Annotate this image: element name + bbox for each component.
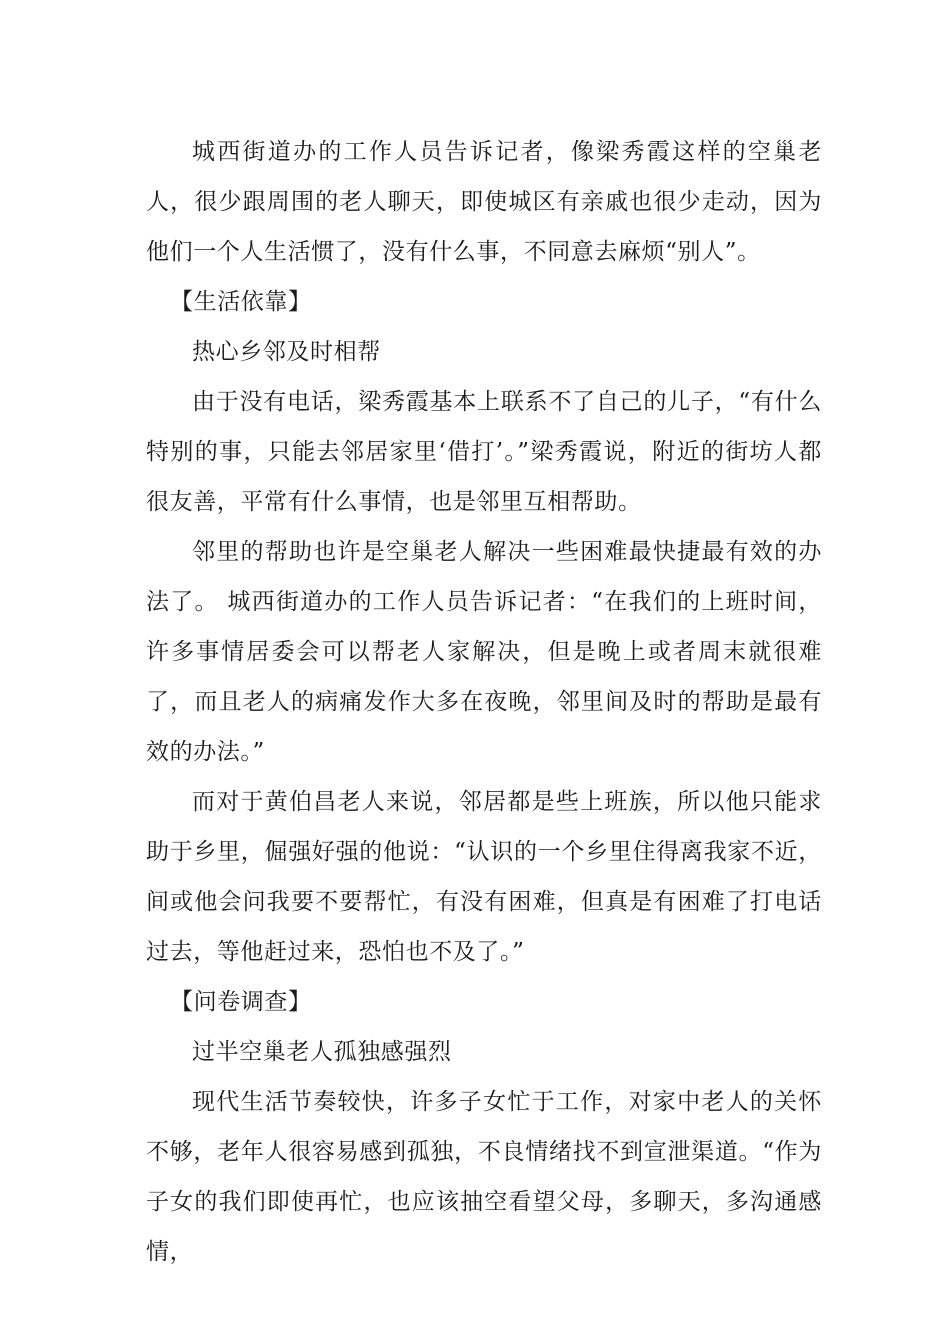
subheading-loneliness: 过半空巢老人孤独感强烈 xyxy=(192,1039,452,1065)
paragraph-no-phone: 由于没有电话，梁秀霞基本上联系不了自己的儿子，“有什么特别的事，只能去邻居家里‘借打’。”梁秀霞说，附近的街坊人都很友善，平常有什么事情，也是邻里互相帮助。 xyxy=(146,389,822,515)
section-heading-life-support: 【生活依靠】 xyxy=(170,289,312,315)
paragraph-modern-life: 现代生活节奏较快，许多子女忙于工作，对家中老人的关怀不够，老年人很容易感到孤独，不良情绪找不到宣泄渠道。“作为子女的我们即使再忙，也应该抽空看望父母，多聊天，多沟通感情， xyxy=(146,1089,822,1265)
paragraph-street-office: 城西街道办的工作人员告诉记者，像梁秀霞这样的空巢老人，很少跟周围的老人聊天，即使城区有亲戚也很少走动，因为他们一个人生活惯了，没有什么事，不同意去麻烦“别人”。 xyxy=(146,139,822,265)
section-heading-survey: 【问卷调查】 xyxy=(170,989,312,1015)
article-body xyxy=(146,127,822,1277)
paragraph-huang-bochang: 而对于黄伯昌老人来说，邻居都是些上班族，所以他只能求助于乡里，倔强好强的他说：“认识的一个乡里住得离我家不近，间或他会问我要不要帮忙，有没有困难，但真是有困难了打电话过去，等他赶过来，恐怕也不及了。” xyxy=(146,789,822,965)
subheading-neighbors-help: 热心乡邻及时相帮 xyxy=(192,339,381,365)
paragraph-neighbor-help: 邻里的帮助也许是空巢老人解决一些困难最快捷最有效的办法了。 城西街道办的工作人员告诉记者：“在我们的上班时间，许多事情居委会可以帮老人家解决，但是晚上或者周末就很难了，而且老人的病痛发作大多在夜晚，邻里间及时的帮助是最有效的办法。” xyxy=(146,539,822,765)
